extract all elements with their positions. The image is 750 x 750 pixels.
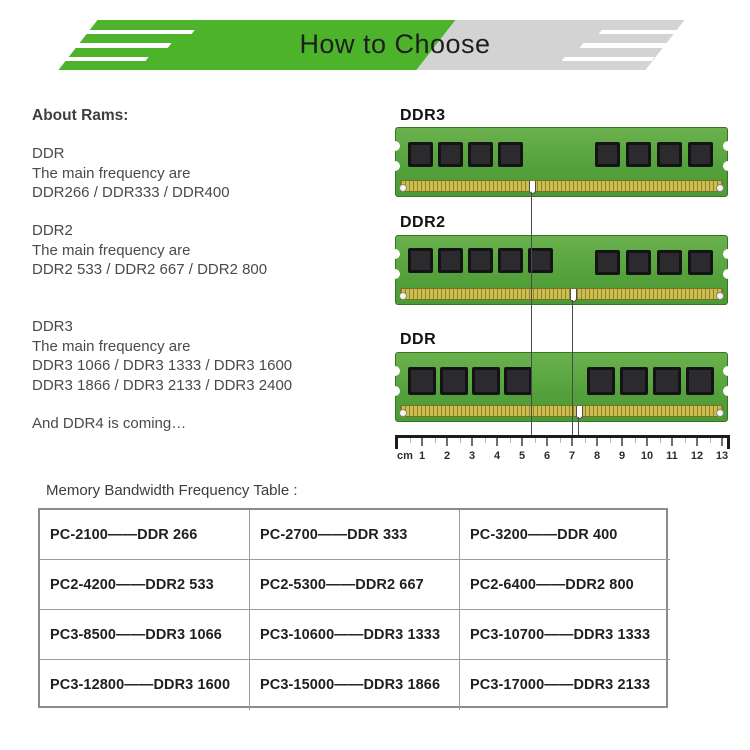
ruler-half-tick xyxy=(410,438,411,443)
ddr3-line: The main frequency are xyxy=(32,337,191,355)
banner-stripe xyxy=(77,30,196,35)
chip-group-left xyxy=(408,142,523,167)
ruler-end-tick xyxy=(395,435,398,449)
edge-cutout xyxy=(390,386,400,396)
ruler-cm-tick xyxy=(596,438,598,446)
ruler-number: 11 xyxy=(666,450,678,462)
ruler-number: 6 xyxy=(543,450,551,462)
ddr3-info-section xyxy=(32,317,292,395)
ruler-unit-label: cm xyxy=(397,450,413,462)
memory-chip xyxy=(408,367,436,395)
ruler-number: 13 xyxy=(715,450,729,462)
memory-chip xyxy=(438,142,463,167)
table-cell: PC3-10700——DDR3 1333 xyxy=(460,610,670,660)
ddr4-coming-note: And DDR4 is coming… xyxy=(32,415,187,432)
mounting-hole xyxy=(716,409,724,417)
ruler-cm-tick xyxy=(521,438,523,446)
ruler-number: 12 xyxy=(690,450,704,462)
ruler-half-tick xyxy=(435,438,436,443)
ddr-line: DDR266 / DDR333 / DDR400 xyxy=(32,184,230,201)
ddr3-line: DDR3 1866 / DDR3 2133 / DDR3 2400 xyxy=(32,376,293,394)
memory-chip xyxy=(528,248,553,273)
edge-cutout xyxy=(723,249,733,259)
ruler-cm-tick xyxy=(471,438,473,446)
cm-ruler xyxy=(395,435,735,467)
ruler-number: 9 xyxy=(618,450,626,462)
table-cell: PC3-15000——DDR3 1866 xyxy=(250,660,460,710)
ddr3-stick-label: DDR3 xyxy=(400,107,446,124)
banner-stripe xyxy=(580,43,674,48)
ruler-cm-tick xyxy=(696,438,698,446)
table-cell: PC2-6400——DDR2 800 xyxy=(460,560,670,610)
table-cell: PC2-4200——DDR2 533 xyxy=(40,560,250,610)
mounting-hole xyxy=(399,409,407,417)
ruler-half-tick xyxy=(660,438,661,443)
memory-chip xyxy=(688,142,713,167)
ruler-cm-tick xyxy=(446,438,448,446)
ruler-number: 4 xyxy=(493,450,501,462)
ddr-info-section xyxy=(32,144,230,203)
ruler-half-tick xyxy=(585,438,586,443)
ddr3-line: DDR3 1066 / DDR3 1333 / DDR3 1600 xyxy=(32,357,293,374)
ruler-half-tick xyxy=(635,438,636,443)
mounting-hole xyxy=(399,184,407,192)
ruler-number: 5 xyxy=(518,450,526,462)
ruler-half-tick xyxy=(710,438,711,443)
ddr-memory-stick xyxy=(395,352,728,422)
ruler-number: 2 xyxy=(443,450,451,462)
ruler-number: 3 xyxy=(468,450,476,462)
ruler-number: 8 xyxy=(593,450,601,462)
ruler-half-tick xyxy=(610,438,611,443)
memory-chip xyxy=(498,248,523,273)
gold-contact-strip xyxy=(400,180,723,192)
edge-cutout xyxy=(723,269,733,279)
memory-chip xyxy=(657,142,682,167)
notch-guide-line-ddr3 xyxy=(531,192,532,437)
ddr2-name: DDR2 xyxy=(32,222,73,239)
gold-contact-strip xyxy=(400,288,723,300)
how-to-choose-banner xyxy=(40,20,670,70)
banner-stripe xyxy=(599,30,693,35)
mounting-hole xyxy=(716,184,724,192)
table-cell: PC3-8500——DDR3 1066 xyxy=(40,610,250,660)
memory-chip xyxy=(498,142,523,167)
ruler-cm-tick xyxy=(671,438,673,446)
ddr-stick-label: DDR xyxy=(400,331,437,348)
memory-chip xyxy=(595,250,620,275)
mounting-hole xyxy=(716,292,724,300)
edge-cutout xyxy=(723,161,733,171)
memory-chip xyxy=(468,142,493,167)
ruler-half-tick xyxy=(685,438,686,443)
edge-cutout xyxy=(390,141,400,151)
ddr2-memory-stick xyxy=(395,235,728,305)
ruler-cm-tick xyxy=(646,438,648,446)
banner-title: How to Choose xyxy=(299,29,491,59)
memory-chip xyxy=(653,367,681,395)
edge-cutout xyxy=(390,269,400,279)
mounting-hole xyxy=(399,292,407,300)
chip-group-right xyxy=(595,250,713,275)
table-cell: PC-2100——DDR 266 xyxy=(40,510,250,560)
memory-chip xyxy=(440,367,468,395)
ddr2-line: DDR2 533 / DDR2 667 / DDR2 800 xyxy=(32,261,268,278)
ddr2-stick-label: DDR2 xyxy=(400,214,446,231)
memory-chip xyxy=(408,248,433,273)
ruler-number: 7 xyxy=(568,450,576,462)
memory-chip xyxy=(438,248,463,273)
ddr3-name: DDR3 xyxy=(32,318,73,335)
memory-bandwidth-table xyxy=(38,508,668,708)
ruler-cm-tick xyxy=(571,438,573,446)
gold-contact-strip xyxy=(400,405,723,417)
memory-chip xyxy=(626,250,651,275)
edge-cutout xyxy=(390,161,400,171)
memory-chip xyxy=(626,142,651,167)
edge-cutout xyxy=(390,249,400,259)
memory-chip xyxy=(472,367,500,395)
edge-cutout xyxy=(723,366,733,376)
notch-guide-line-ddr xyxy=(578,417,579,437)
chip-group-right xyxy=(587,367,714,395)
table-cell: PC3-10600——DDR3 1333 xyxy=(250,610,460,660)
ruler-half-tick xyxy=(485,438,486,443)
memory-chip xyxy=(686,367,714,395)
ddr2-line: The main frequency are xyxy=(32,241,191,259)
edge-cutout xyxy=(723,141,733,151)
memory-chip xyxy=(468,248,493,273)
ruler-half-tick xyxy=(460,438,461,443)
memory-chip xyxy=(587,367,615,395)
ruler-end-tick xyxy=(727,435,730,449)
banner-stripe xyxy=(35,57,149,62)
ruler-number: 10 xyxy=(640,450,654,462)
edge-cutout xyxy=(723,386,733,396)
ruler-cm-tick xyxy=(621,438,623,446)
ruler-half-tick xyxy=(560,438,561,443)
ruler-number: 1 xyxy=(418,450,426,462)
ruler-cm-tick xyxy=(496,438,498,446)
table-cell: PC3-12800——DDR3 1600 xyxy=(40,660,250,710)
banner-stripe xyxy=(561,57,655,62)
chip-group-right xyxy=(595,142,713,167)
ruler-cm-tick xyxy=(721,438,723,446)
notch-guide-line-ddr2 xyxy=(572,300,573,437)
frequency-table-title: Memory Bandwidth Frequency Table : xyxy=(46,482,298,499)
banner-stripe xyxy=(56,43,172,48)
memory-chip xyxy=(688,250,713,275)
ruler-cm-tick xyxy=(546,438,548,446)
ruler-cm-tick xyxy=(421,438,423,446)
table-cell: PC-2700——DDR 333 xyxy=(250,510,460,560)
ddr-name: DDR xyxy=(32,145,65,162)
table-cell: PC-3200——DDR 400 xyxy=(460,510,670,560)
memory-chip xyxy=(620,367,648,395)
about-rams-heading: About Rams: xyxy=(32,107,129,124)
ruler-half-tick xyxy=(510,438,511,443)
table-cell: PC3-17000——DDR3 2133 xyxy=(470,677,651,693)
edge-cutout xyxy=(390,366,400,376)
ddr2-info-section xyxy=(32,221,267,280)
memory-chip xyxy=(657,250,682,275)
ddr3-memory-stick xyxy=(395,127,728,197)
ruler-half-tick xyxy=(535,438,536,443)
chip-group-left xyxy=(408,367,532,395)
memory-chip xyxy=(504,367,532,395)
ddr-line: The main frequency are xyxy=(32,164,191,182)
table-cell: PC2-5300——DDR2 667 xyxy=(250,560,460,610)
memory-chip xyxy=(408,142,433,167)
ram-comparison-panel xyxy=(395,100,740,475)
memory-chip xyxy=(595,142,620,167)
